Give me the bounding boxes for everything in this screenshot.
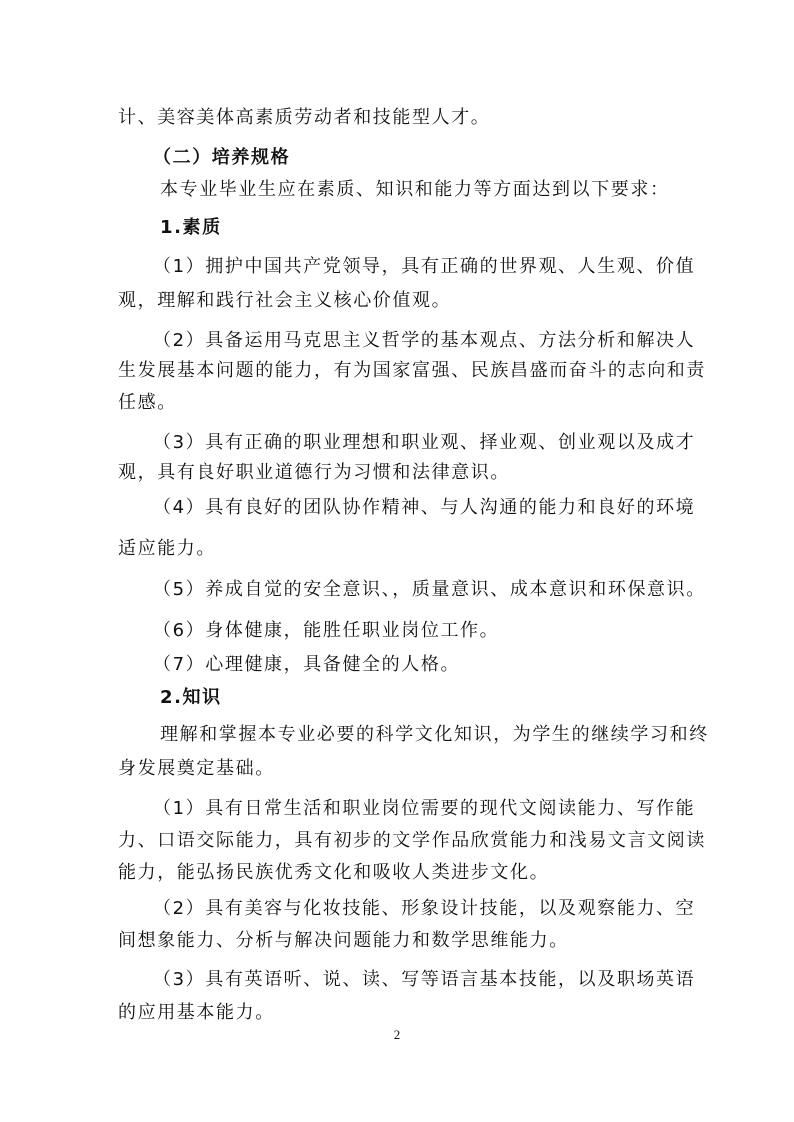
text-line: 的应用基本能力。 <box>118 1002 275 1023</box>
text-line: 力、口语交际能力，具有初步的文学作品欣赏能力和浅易文言文阅读 <box>118 830 706 851</box>
text-line: （2）具有美容与化妆技能、形象设计技能，以及观察能力、空 <box>153 898 696 919</box>
text-line: （5）养成自觉的安全意识、，质量意识、成本意识和环保意识。 <box>153 579 706 600</box>
text-line: 生发展基本问题的能力，有为国家富强、民族昌盛而奋斗的志向和责 <box>118 360 706 381</box>
subsection-heading: 2.知识 <box>160 687 222 708</box>
subsection-heading: 1.素质 <box>160 217 222 238</box>
text-line: 计、美容美体高素质劳动者和技能型人才。 <box>118 107 491 128</box>
text-line: （6）身体健康，能胜任职业岗位工作。 <box>153 620 500 641</box>
text-line: 观，理解和践行社会主义核心价值观。 <box>118 290 452 311</box>
text-line: 观，具有良好职业道德行为习惯和法律意识。 <box>118 462 510 483</box>
text-line: （4）具有良好的团队协作精神、与人沟通的能力和良好的环境 <box>153 497 696 518</box>
text-line: 适应能力。 <box>118 538 216 559</box>
text-line: （2）具备运用马克思主义哲学的基本观点、方法分析和解决人 <box>153 330 696 351</box>
text-line: 能力，能弘扬民族优秀文化和吸收人类进步文化。 <box>118 862 550 883</box>
section-heading: （二）培养规格 <box>153 147 291 168</box>
text-line: （3）具有英语听、说、读、写等语言基本技能，以及职场英语 <box>153 969 696 990</box>
text-line: （1）具有日常生活和职业岗位需要的现代文阅读能力、写作能 <box>153 798 696 819</box>
text-line: 身发展奠定基础。 <box>118 758 275 779</box>
text-line: （1）拥护中国共产党领导，具有正确的世界观、人生观、价值 <box>153 256 696 277</box>
text-line: （7）心理健康，具备健全的人格。 <box>153 654 461 675</box>
text-line: 理解和掌握本专业必要的科学文化知识，为学生的继续学习和终 <box>160 724 709 745</box>
text-line: 任感。 <box>118 392 177 413</box>
text-line: 本专业毕业生应在素质、知识和能力等方面达到以下要求： <box>160 179 670 200</box>
text-line: 间想象能力、分析与解决问题能力和数学思维能力。 <box>118 930 569 951</box>
text-line: （3）具有正确的职业理想和职业观、择业观、创业观以及成才 <box>153 432 696 453</box>
page-number: 2 <box>393 1027 401 1042</box>
